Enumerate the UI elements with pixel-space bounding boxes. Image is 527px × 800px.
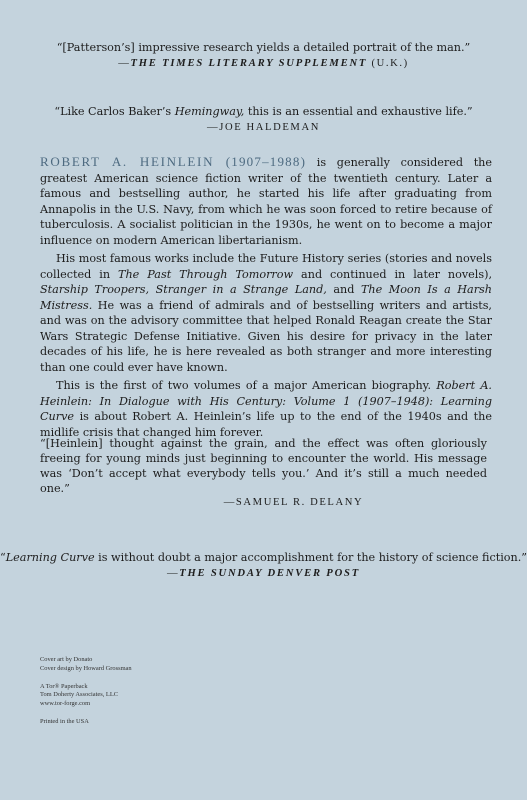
- quote-text-title: Hemingway,: [174, 105, 245, 118]
- printed-line: Printed in the USA: [40, 717, 89, 725]
- bio-p2-title-2: Starship Troopers, Stranger in a Strange Land,: [40, 283, 327, 296]
- author-biography: [40, 154, 492, 440]
- bio-p3-title: Robert A. Heinlein: In Dialogue with His Century: Volume 1 (1907–1948): Learning Curve: [40, 379, 492, 423]
- publisher-line: Tom Doherty Associates, LLC: [40, 691, 119, 699]
- quote-text-after: this is an essential and exhaustive life.”: [244, 105, 473, 118]
- quote-source-dash: —: [167, 568, 180, 579]
- bio-paragraph-3: [40, 378, 492, 440]
- quote-text-after: is without doubt a major accomplishment for the history of science fiction.”: [94, 551, 527, 564]
- quote-times-literary-supplement: [0, 40, 527, 69]
- credits-art-group: [40, 656, 132, 674]
- quote-text: [0, 104, 527, 119]
- cover-design-credit: Cover design by Howard Grossman: [40, 664, 132, 672]
- quote-source: [0, 568, 527, 579]
- bio-p2-text-d: He was a friend of admirals and of bestselling writers and artists, and was on the advisory committee that helped Ronald Reagan create the Star Wars Strategic Defense Initiative. Given his desire for privacy in the later decades of his life, he is here revealed as both stranger and more interesting than one could ever have known.: [40, 298, 492, 374]
- quote-source: [0, 58, 527, 69]
- bio-paragraph-2: [40, 251, 492, 375]
- quote-text-title: Learning Curve: [5, 551, 95, 564]
- imprint-line: A Tor® Paperback: [40, 682, 88, 690]
- bio-p2-text-a: His most famous works include the Future History series (stories and novels collected in: [40, 252, 492, 281]
- bio-p2-text-c: and: [326, 283, 361, 296]
- quote-source-suffix: (U.K.): [367, 58, 409, 69]
- quote-source: —SAMUEL R. DELANY: [223, 497, 364, 508]
- quote-text: “[Patterson’s] impressive research yields a detailed portrait of the man.”: [56, 41, 471, 54]
- quote-source-name: THE SUNDAY DENVER POST: [179, 568, 360, 579]
- quote-text-before: “Like Carlos Baker’s: [54, 105, 175, 118]
- credits-printed-group: [40, 718, 132, 727]
- quote-joe-haldeman: [0, 104, 527, 133]
- bio-p1-text: is generally considered the greatest American science fiction writer of the twentieth century. Later a famous and bestselling author, he started his life after graduating from Annapolis in the U.S. Navy, from which he was soon forced to retire because of tuberculosis. A socialist politician in the 1930s, he went on to become a major influence on modern American libertarianism.: [40, 156, 493, 247]
- author-years: (1907–1988): [214, 154, 307, 169]
- bio-p2-text-b: and continued in later novels),: [293, 267, 493, 281]
- website-line: www.tor-forge.com: [40, 700, 91, 708]
- bio-p3-text-b: is about Robert A. Heinlein’s life up to the end of the 1940s and the midlife crisis that changed him forever.: [40, 410, 492, 439]
- quote-source: —JOE HALDEMAN: [207, 122, 320, 133]
- cover-art-credit: Cover art by Donato: [40, 656, 93, 663]
- quote-text: “[Heinlein] thought against the grain, and the effect was often gloriously freeing for young minds just beginning to encounter the world. His message was ‘Don’t accept what everybody tells you.’ And it’s still a much needed one.”: [40, 437, 487, 495]
- quote-source-dash: —: [118, 58, 131, 69]
- quote-source-name: THE TIMES LITERARY SUPPLEMENT: [130, 58, 368, 69]
- quote-open-mark: “: [0, 551, 6, 564]
- quote-sunday-denver-post: [0, 550, 527, 579]
- bio-p2-title-1: The Past Through Tomorrow: [118, 267, 294, 281]
- bio-p2-title-3: The Moon Is a Harsh Mistress.: [40, 283, 492, 312]
- credits-publisher-group: [40, 683, 132, 709]
- author-name: ROBERT A. HEINLEIN: [40, 154, 215, 169]
- cover-credits: [40, 656, 132, 736]
- quote-samuel-delany: [0, 436, 527, 508]
- bio-p3-text-a: This is the first of two volumes of a major American biography.: [56, 379, 437, 392]
- quote-text: [0, 550, 527, 565]
- bio-paragraph-1: [40, 154, 492, 248]
